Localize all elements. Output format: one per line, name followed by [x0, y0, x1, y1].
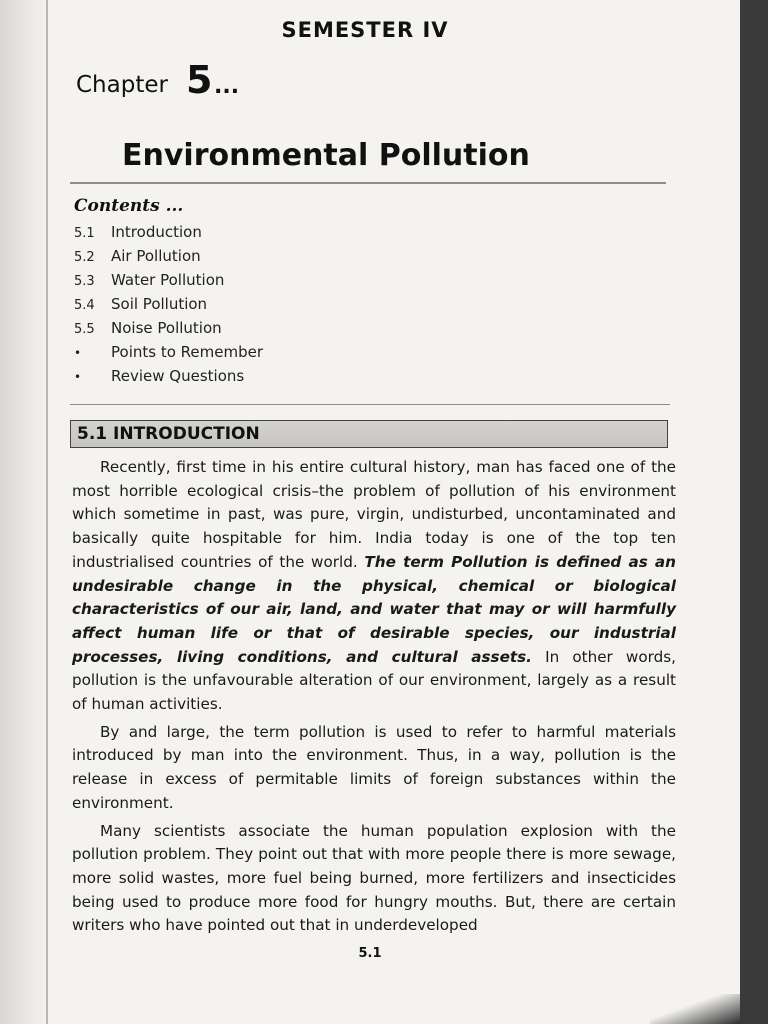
contents-heading: Contents ... — [74, 196, 184, 216]
toc-item-label: Noise Pollution — [111, 319, 222, 337]
section-body — [72, 456, 676, 942]
toc-item — [74, 340, 263, 364]
paragraph-1 — [72, 456, 676, 717]
page-number: 5.1 — [358, 946, 382, 961]
toc-item-label: Soil Pollution — [111, 295, 208, 313]
toc-item-label: Water Pollution — [111, 271, 225, 289]
paragraph-2: By and large, the term pollution is used to refer to harmful materials introduced by man into the environment. Thus, in a way, pollution is the release in excess of permitable limits of foreign substances within the environment. — [72, 722, 676, 812]
toc-item-number: 5.3 — [74, 274, 95, 289]
toc-bullet: • — [74, 346, 82, 360]
chapter-label: Chapter — [76, 72, 168, 98]
toc-item-number: 5.2 — [74, 250, 95, 265]
paragraph-1-text-end: In other words, pollution is the unfavourable alteration of our environment, largely as a result of human activities. — [72, 647, 676, 714]
toc-item-label: Review Questions — [111, 367, 245, 385]
toc-item-number: 5.1 — [74, 226, 95, 241]
toc-item-number: 5.5 — [74, 322, 95, 337]
paragraph-1-text: Recently, first time in his entire cultural history, man has faced one of the most horrible ecological crisis–the problem of pollution of his environment which sometime in past, was pure, virgin, undisturbed, uncontaminated and basically quite hospitable for him. India today is one of the top ten industrialised countries of the world. — [72, 458, 676, 571]
title-divider — [70, 182, 666, 184]
running-header: SEMESTER IV — [281, 18, 449, 42]
contents-divider — [70, 404, 670, 405]
toc-item — [74, 316, 263, 340]
section-heading: 5.1 INTRODUCTION — [77, 424, 260, 444]
toc-item — [74, 292, 263, 316]
toc-item — [74, 364, 263, 388]
binding-gutter — [0, 0, 48, 1024]
table-of-contents — [74, 220, 263, 388]
toc-item-number: 5.4 — [74, 298, 95, 313]
chapter-title: Environmental Pollution — [122, 138, 530, 173]
binding-edge — [46, 0, 48, 1024]
toc-item — [74, 244, 263, 268]
toc-item-label: Points to Remember — [111, 343, 263, 361]
toc-bullet: • — [74, 370, 82, 384]
toc-item-label: Air Pollution — [111, 247, 201, 265]
chapter-number: 5 — [186, 58, 213, 102]
section-heading-box — [70, 420, 668, 448]
pollution-definition: The term Pollution is defined as an undesirable change in the physical, chemical or biological characteristics of our air, land, and water that may or will harmfully affect human life or that of desirable species, our industrial processes, living conditions, and cultural assets. — [72, 552, 676, 666]
chapter-ellipsis: ... — [214, 74, 240, 99]
page-corner-shadow — [650, 994, 740, 1024]
toc-item — [74, 268, 263, 292]
toc-item-label: Introduction — [111, 223, 202, 241]
toc-item — [74, 220, 263, 244]
paragraph-3: Many scientists associate the human population explosion with the pollution problem. They point out that with more people there is more sewage, more solid wastes, more fuel being burned, more fertilizers and insecticides being used to produce more food for hungry mouths. But, there are certain writers who have pointed out that in underdeveloped — [72, 821, 676, 935]
